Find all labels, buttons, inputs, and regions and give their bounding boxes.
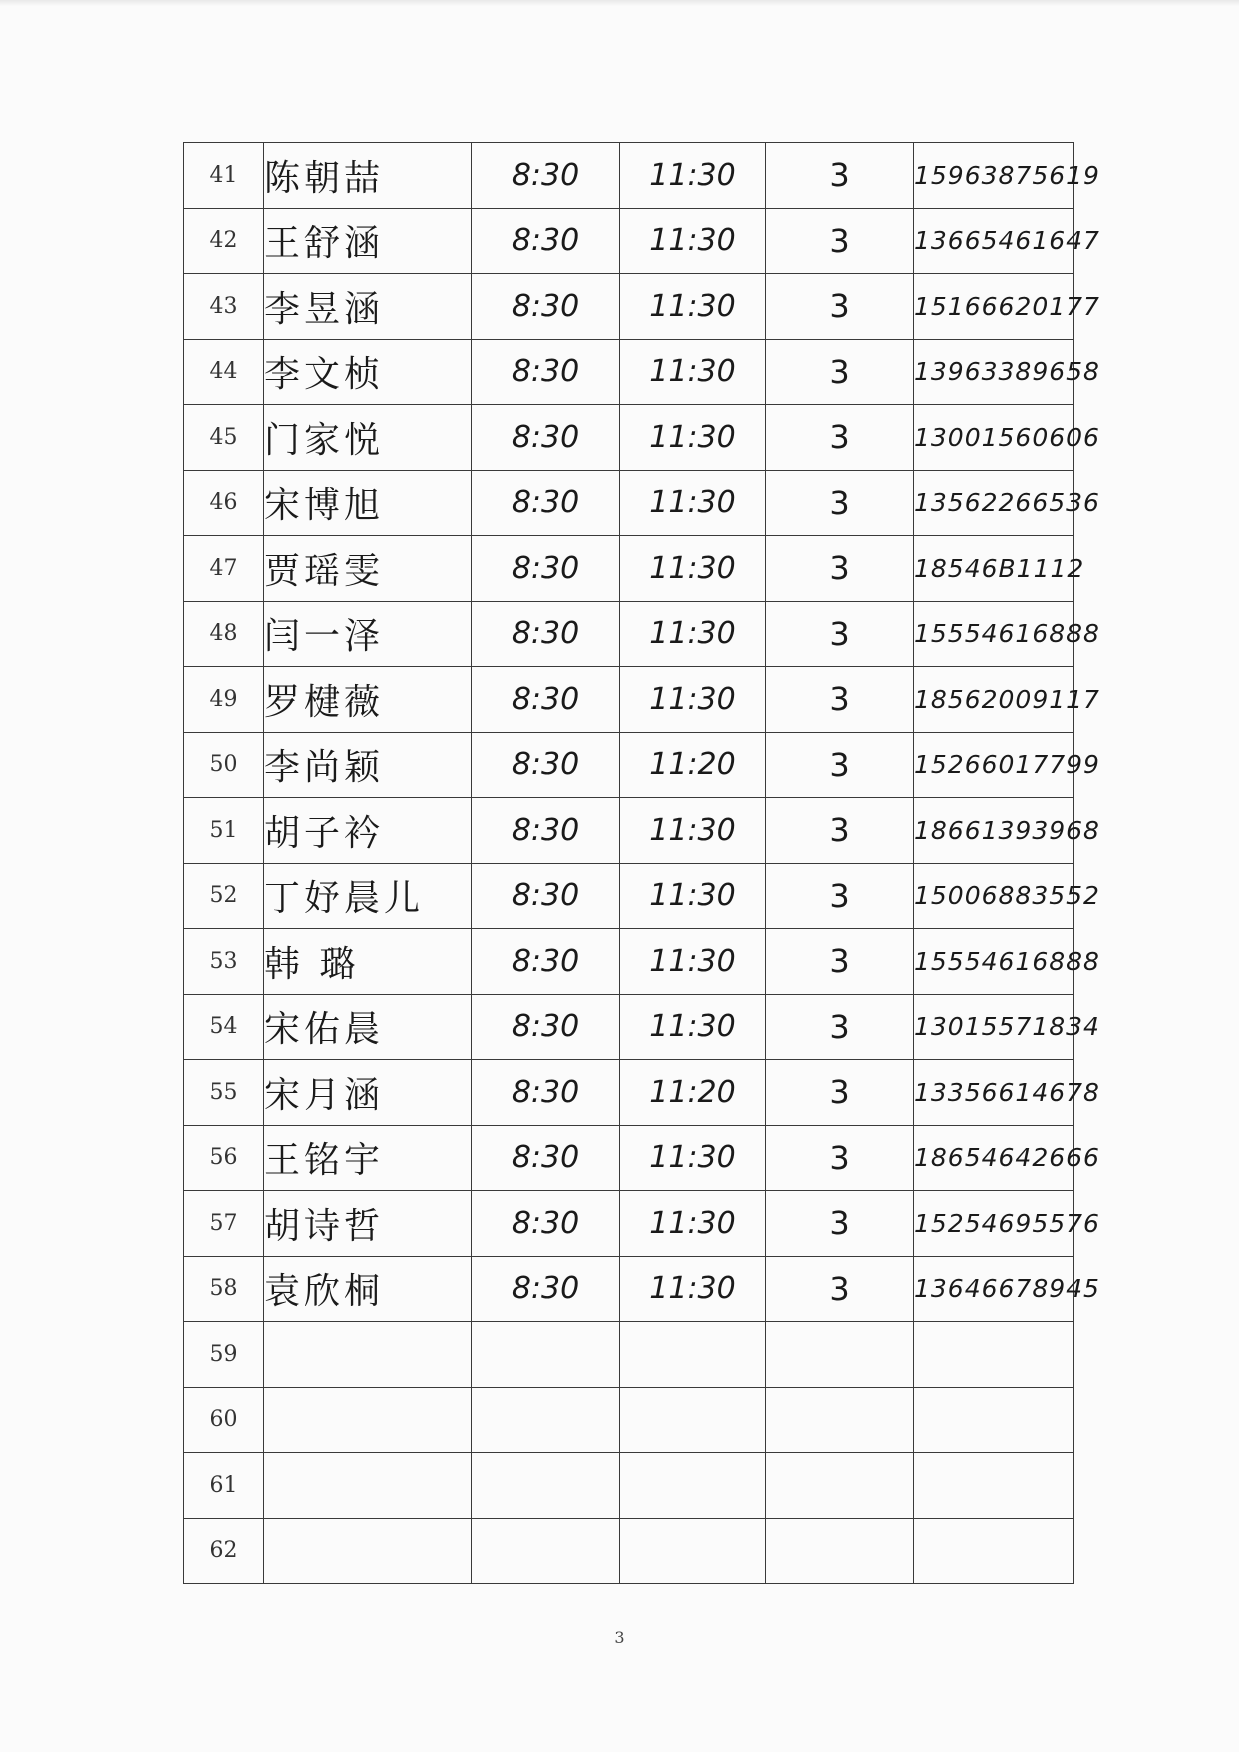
hours-cell: 3 bbox=[766, 929, 914, 995]
row-number-cell: 47 bbox=[184, 536, 264, 602]
hours-cell: 3 bbox=[766, 1060, 914, 1126]
hours-cell: 3 bbox=[766, 1125, 914, 1191]
end-time-cell: 11:30 bbox=[620, 863, 766, 929]
table-row bbox=[184, 536, 1074, 602]
table-body bbox=[184, 143, 1100, 1584]
volunteer-hours-table bbox=[183, 142, 1100, 1584]
row-number-cell: 59 bbox=[184, 1322, 264, 1388]
end-time-cell: 11:30 bbox=[620, 929, 766, 995]
end-time-cell: 11:30 bbox=[620, 798, 766, 864]
page-number: 3 bbox=[614, 1628, 625, 1647]
hours-cell: 3 bbox=[766, 143, 914, 209]
end-time-cell: 11:30 bbox=[620, 1125, 766, 1191]
phone-cell: 13356614678 bbox=[914, 1060, 1074, 1126]
name-cell bbox=[264, 1518, 472, 1584]
phone-cell: 15963875619 bbox=[914, 143, 1074, 209]
table-row bbox=[184, 1453, 1074, 1519]
name-cell: 贾瑶雯 bbox=[264, 536, 472, 602]
table-row bbox=[184, 1322, 1074, 1388]
table-row bbox=[184, 732, 1074, 798]
row-number-cell: 49 bbox=[184, 667, 264, 733]
table-row bbox=[184, 405, 1074, 471]
table-row bbox=[184, 929, 1074, 995]
phone-cell bbox=[914, 1518, 1074, 1584]
row-number-cell: 55 bbox=[184, 1060, 264, 1126]
phone-cell: 15266017799 bbox=[914, 732, 1074, 798]
row-number-cell: 51 bbox=[184, 798, 264, 864]
row-number-cell: 50 bbox=[184, 732, 264, 798]
end-time-cell: 11:30 bbox=[620, 470, 766, 536]
start-time-cell: 8:30 bbox=[472, 929, 620, 995]
end-time-cell: 11:30 bbox=[620, 601, 766, 667]
row-number-cell: 41 bbox=[184, 143, 264, 209]
phone-cell: 15166620177 bbox=[914, 274, 1074, 340]
table-row bbox=[184, 339, 1074, 405]
name-cell: 闫一泽 bbox=[264, 601, 472, 667]
start-time-cell bbox=[472, 1518, 620, 1584]
start-time-cell: 8:30 bbox=[472, 1125, 620, 1191]
start-time-cell: 8:30 bbox=[472, 667, 620, 733]
phone-cell: 13015571834 bbox=[914, 994, 1074, 1060]
start-time-cell: 8:30 bbox=[472, 994, 620, 1060]
start-time-cell: 8:30 bbox=[472, 1256, 620, 1322]
hours-cell: 3 bbox=[766, 667, 914, 733]
phone-cell bbox=[914, 1322, 1074, 1388]
start-time-cell: 8:30 bbox=[472, 863, 620, 929]
name-cell: 胡诗哲 bbox=[264, 1191, 472, 1257]
hours-cell bbox=[766, 1518, 914, 1584]
start-time-cell: 8:30 bbox=[472, 274, 620, 340]
phone-cell: 15006883552 bbox=[914, 863, 1074, 929]
end-time-cell: 11:30 bbox=[620, 339, 766, 405]
table-row bbox=[184, 1060, 1074, 1126]
start-time-cell: 8:30 bbox=[472, 798, 620, 864]
hours-cell: 3 bbox=[766, 1191, 914, 1257]
end-time-cell: 11:30 bbox=[620, 405, 766, 471]
table-row bbox=[184, 601, 1074, 667]
end-time-cell: 11:20 bbox=[620, 1060, 766, 1126]
table-row bbox=[184, 667, 1074, 733]
table-row bbox=[184, 863, 1074, 929]
phone-cell: 13001560606 bbox=[914, 405, 1074, 471]
name-cell bbox=[264, 1453, 472, 1519]
phone-cell: 18562009117 bbox=[914, 667, 1074, 733]
scan-edge-shadow bbox=[0, 0, 1239, 6]
name-cell: 宋月涵 bbox=[264, 1060, 472, 1126]
hours-cell: 3 bbox=[766, 798, 914, 864]
hours-cell: 3 bbox=[766, 1256, 914, 1322]
name-cell: 宋博旭 bbox=[264, 470, 472, 536]
start-time-cell: 8:30 bbox=[472, 536, 620, 602]
name-cell: 李昱涵 bbox=[264, 274, 472, 340]
table-row bbox=[184, 143, 1074, 209]
start-time-cell bbox=[472, 1387, 620, 1453]
name-cell: 王铭宇 bbox=[264, 1125, 472, 1191]
start-time-cell: 8:30 bbox=[472, 601, 620, 667]
hours-cell bbox=[766, 1387, 914, 1453]
phone-cell: 15254695576 bbox=[914, 1191, 1074, 1257]
end-time-cell: 11:30 bbox=[620, 274, 766, 340]
table-row bbox=[184, 1125, 1074, 1191]
end-time-cell bbox=[620, 1387, 766, 1453]
phone-cell: 15554616888 bbox=[914, 601, 1074, 667]
start-time-cell: 8:30 bbox=[472, 470, 620, 536]
table-row bbox=[184, 1518, 1074, 1584]
start-time-cell: 8:30 bbox=[472, 339, 620, 405]
start-time-cell: 8:30 bbox=[472, 208, 620, 274]
name-cell: 韩 璐 bbox=[264, 929, 472, 995]
end-time-cell: 11:30 bbox=[620, 1191, 766, 1257]
row-number-cell: 53 bbox=[184, 929, 264, 995]
table-row bbox=[184, 470, 1074, 536]
name-cell: 李文桢 bbox=[264, 339, 472, 405]
table-row bbox=[184, 1191, 1074, 1257]
hours-cell bbox=[766, 1322, 914, 1388]
end-time-cell bbox=[620, 1453, 766, 1519]
phone-cell bbox=[914, 1387, 1074, 1453]
row-number-cell: 58 bbox=[184, 1256, 264, 1322]
phone-cell: 18546B1112 bbox=[914, 536, 1074, 602]
hours-cell: 3 bbox=[766, 536, 914, 602]
row-number-cell: 56 bbox=[184, 1125, 264, 1191]
phone-cell: 13562266536 bbox=[914, 470, 1074, 536]
table-row bbox=[184, 208, 1074, 274]
end-time-cell: 11:30 bbox=[620, 1256, 766, 1322]
name-cell bbox=[264, 1387, 472, 1453]
end-time-cell: 11:30 bbox=[620, 208, 766, 274]
row-number-cell: 57 bbox=[184, 1191, 264, 1257]
row-number-cell: 62 bbox=[184, 1518, 264, 1584]
hours-cell bbox=[766, 1453, 914, 1519]
hours-cell: 3 bbox=[766, 994, 914, 1060]
hours-cell: 3 bbox=[766, 732, 914, 798]
hours-cell: 3 bbox=[766, 470, 914, 536]
phone-cell: 13665461647 bbox=[914, 208, 1074, 274]
row-number-cell: 44 bbox=[184, 339, 264, 405]
end-time-cell: 11:20 bbox=[620, 732, 766, 798]
phone-cell: 18654642666 bbox=[914, 1125, 1074, 1191]
name-cell: 门家悦 bbox=[264, 405, 472, 471]
hours-cell: 3 bbox=[766, 208, 914, 274]
row-number-cell: 48 bbox=[184, 601, 264, 667]
name-cell: 宋佑晨 bbox=[264, 994, 472, 1060]
phone-cell: 18661393968 bbox=[914, 798, 1074, 864]
end-time-cell: 11:30 bbox=[620, 667, 766, 733]
hours-cell: 3 bbox=[766, 339, 914, 405]
start-time-cell: 8:30 bbox=[472, 1191, 620, 1257]
end-time-cell: 11:30 bbox=[620, 143, 766, 209]
end-time-cell: 11:30 bbox=[620, 536, 766, 602]
phone-cell: 13646678945 bbox=[914, 1256, 1074, 1322]
end-time-cell bbox=[620, 1518, 766, 1584]
start-time-cell bbox=[472, 1453, 620, 1519]
name-cell: 罗楗薇 bbox=[264, 667, 472, 733]
end-time-cell bbox=[620, 1322, 766, 1388]
hours-cell: 3 bbox=[766, 274, 914, 340]
row-number-cell: 46 bbox=[184, 470, 264, 536]
phone-cell: 13963389658 bbox=[914, 339, 1074, 405]
start-time-cell: 8:30 bbox=[472, 732, 620, 798]
phone-cell: 15554616888 bbox=[914, 929, 1074, 995]
start-time-cell: 8:30 bbox=[472, 1060, 620, 1126]
hours-cell: 3 bbox=[766, 405, 914, 471]
name-cell: 陈朝喆 bbox=[264, 143, 472, 209]
row-number-cell: 52 bbox=[184, 863, 264, 929]
name-cell: 胡子衿 bbox=[264, 798, 472, 864]
hours-cell: 3 bbox=[766, 601, 914, 667]
row-number-cell: 42 bbox=[184, 208, 264, 274]
name-cell: 丁妤晨儿 bbox=[264, 863, 472, 929]
table-row bbox=[184, 1387, 1074, 1453]
row-number-cell: 45 bbox=[184, 405, 264, 471]
table-row bbox=[184, 1256, 1074, 1322]
start-time-cell bbox=[472, 1322, 620, 1388]
table-row bbox=[184, 994, 1074, 1060]
row-number-cell: 43 bbox=[184, 274, 264, 340]
name-cell: 王舒涵 bbox=[264, 208, 472, 274]
name-cell: 袁欣桐 bbox=[264, 1256, 472, 1322]
end-time-cell: 11:30 bbox=[620, 994, 766, 1060]
row-number-cell: 60 bbox=[184, 1387, 264, 1453]
start-time-cell: 8:30 bbox=[472, 143, 620, 209]
table-row bbox=[184, 798, 1074, 864]
table-row bbox=[184, 274, 1074, 340]
hours-cell: 3 bbox=[766, 863, 914, 929]
start-time-cell: 8:30 bbox=[472, 405, 620, 471]
name-cell: 李尚颖 bbox=[264, 732, 472, 798]
name-cell bbox=[264, 1322, 472, 1388]
phone-cell bbox=[914, 1453, 1074, 1519]
row-number-cell: 54 bbox=[184, 994, 264, 1060]
row-number-cell: 61 bbox=[184, 1453, 264, 1519]
